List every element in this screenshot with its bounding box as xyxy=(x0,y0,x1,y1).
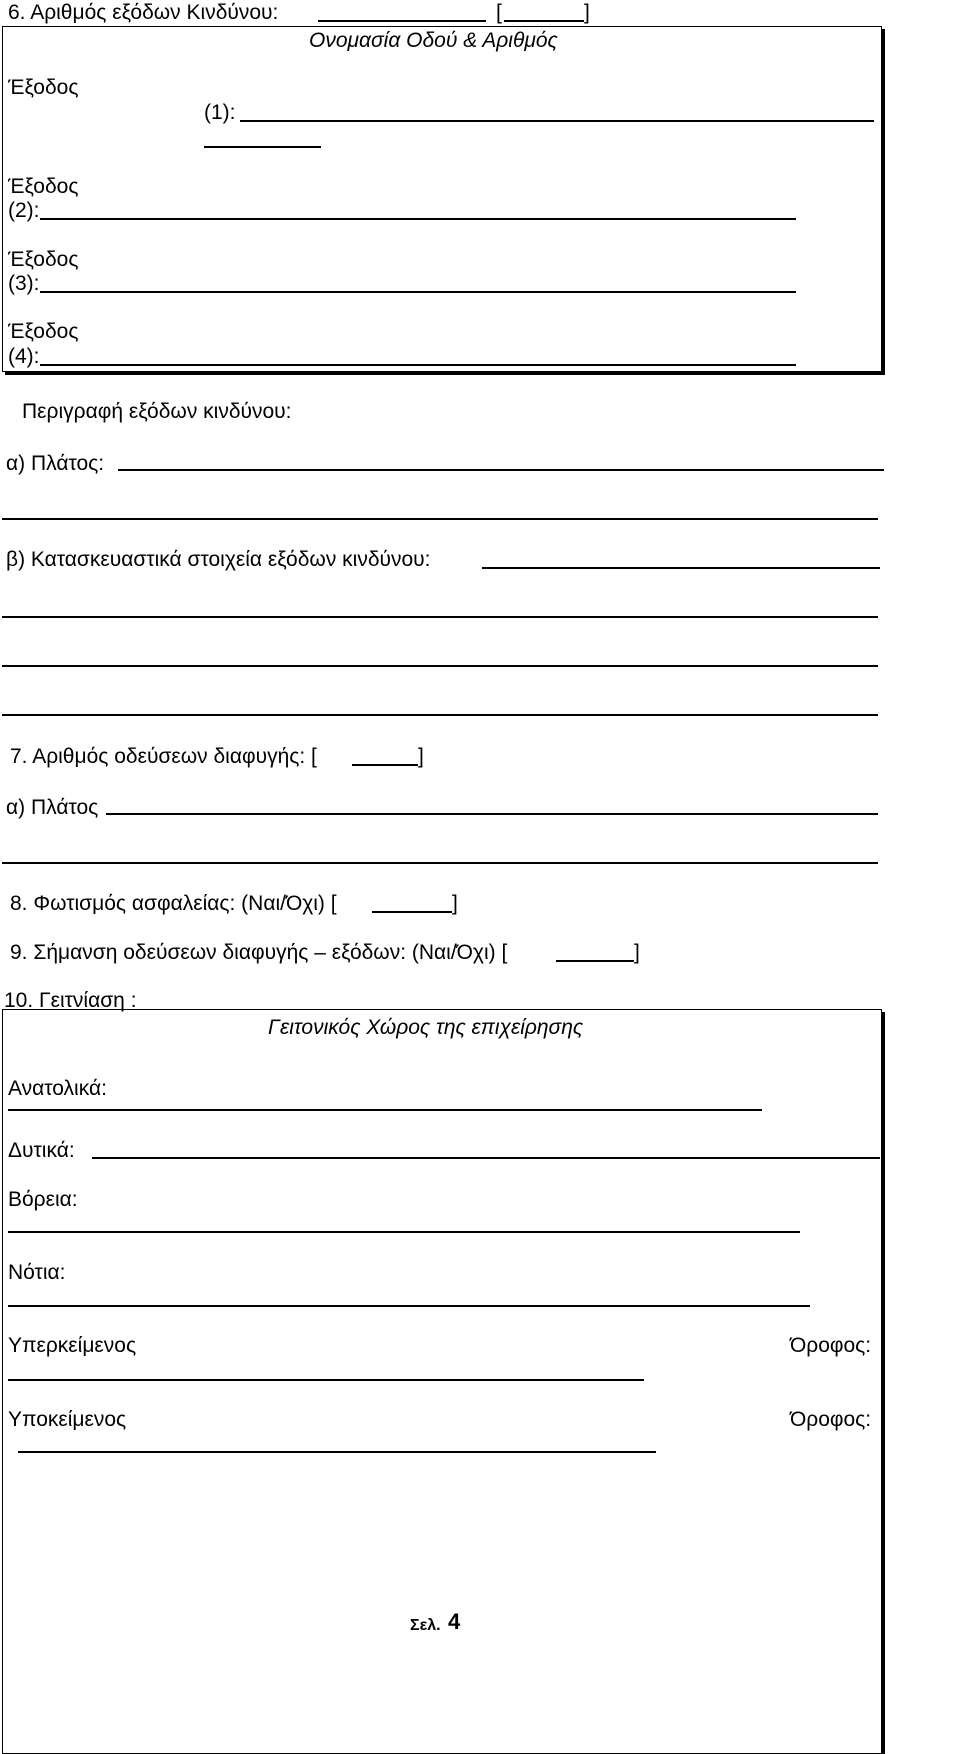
exit-1-field-cont[interactable] xyxy=(204,146,321,148)
exit-count-bracket-close: ] xyxy=(584,1,590,24)
section-9-title: 9. Σήμανση οδεύσεων διαφυγής – εξόδων: (Ναι/Όχι) [ xyxy=(10,941,508,964)
above-label: Υπερκείμενος xyxy=(8,1334,137,1357)
section-6-title: 6. Αριθμός εξόδων Κινδύνου: xyxy=(8,1,279,24)
escape-signage-field[interactable] xyxy=(556,960,634,962)
below-field[interactable] xyxy=(18,1451,656,1453)
section-7-bracket-close: ] xyxy=(418,745,424,768)
south-field[interactable] xyxy=(8,1305,810,1307)
west-field[interactable] xyxy=(92,1157,880,1159)
width-field[interactable] xyxy=(118,469,884,471)
exit-3-label: Έξοδος xyxy=(8,248,79,271)
exit-4-label: Έξοδος xyxy=(8,320,79,343)
exits-column-header: Ονομασία Οδού & Αριθμός xyxy=(309,29,558,52)
north-label: Βόρεια: xyxy=(8,1188,78,1211)
construction-field-line-4[interactable] xyxy=(2,714,878,716)
escape-routes-count-field[interactable] xyxy=(352,764,418,766)
section-8-bracket-close: ] xyxy=(452,892,458,915)
construction-field-line-3[interactable] xyxy=(2,665,878,667)
exit-4-number: (4): xyxy=(8,345,40,368)
exits-description-heading: Περιγραφή εξόδων κινδύνου: xyxy=(22,400,292,423)
exit-3-field[interactable] xyxy=(40,291,796,293)
west-label: Δυτικά: xyxy=(8,1139,75,1162)
below-label: Υποκείμενος xyxy=(8,1408,127,1431)
exit-1-label: Έξοδος xyxy=(8,76,79,99)
exits-frame xyxy=(2,26,882,372)
exit-2-number: (2): xyxy=(8,199,40,222)
exit-2-field[interactable] xyxy=(40,218,796,220)
east-label: Ανατολικά: xyxy=(8,1077,107,1100)
exit-4-field[interactable] xyxy=(40,364,796,366)
width-label: α) Πλάτος: xyxy=(6,452,105,475)
page-label: Σελ. xyxy=(410,1617,441,1634)
route-width-field[interactable] xyxy=(106,813,878,815)
exit-1-number: (1): xyxy=(204,101,236,124)
page-number: 4 xyxy=(448,1609,461,1634)
neighbours-frame xyxy=(2,1009,882,1754)
construction-field-line-2[interactable] xyxy=(2,616,878,618)
route-width-label: α) Πλάτος xyxy=(6,796,99,819)
section-8-title: 8. Φωτισμός ασφαλείας: (Ναι/Όχι) [ xyxy=(10,892,337,915)
below-floor-label: Όροφος: xyxy=(790,1408,872,1431)
section-7-title: 7. Αριθμός οδεύσεων διαφυγής: [ xyxy=(10,745,317,768)
construction-label: β) Κατασκευαστικά στοιχεία εξόδων κινδύνου: xyxy=(6,548,431,571)
east-field[interactable] xyxy=(8,1109,762,1111)
exit-1-field[interactable] xyxy=(240,120,874,122)
exit-2-label: Έξοδος xyxy=(8,175,79,198)
above-field[interactable] xyxy=(8,1379,644,1381)
route-width-field-line-2[interactable] xyxy=(2,862,878,864)
emergency-lighting-field[interactable] xyxy=(372,911,452,913)
section-9-bracket-close: ] xyxy=(634,941,640,964)
exit-count-field[interactable] xyxy=(504,20,584,22)
above-floor-label: Όροφος: xyxy=(790,1334,872,1357)
construction-field[interactable] xyxy=(482,567,880,569)
exit-3-number: (3): xyxy=(8,272,40,295)
neighbours-column-header: Γειτονικός Χώρος της επιχείρησης xyxy=(268,1016,584,1039)
exit-count-blank-underline xyxy=(318,20,486,22)
exit-count-bracket-open: [ xyxy=(496,1,502,24)
section-10-title: 10. Γειτνίαση : xyxy=(4,989,137,1012)
width-field-line-2[interactable] xyxy=(2,518,878,520)
south-label: Νότια: xyxy=(8,1261,66,1284)
north-field[interactable] xyxy=(8,1231,800,1233)
